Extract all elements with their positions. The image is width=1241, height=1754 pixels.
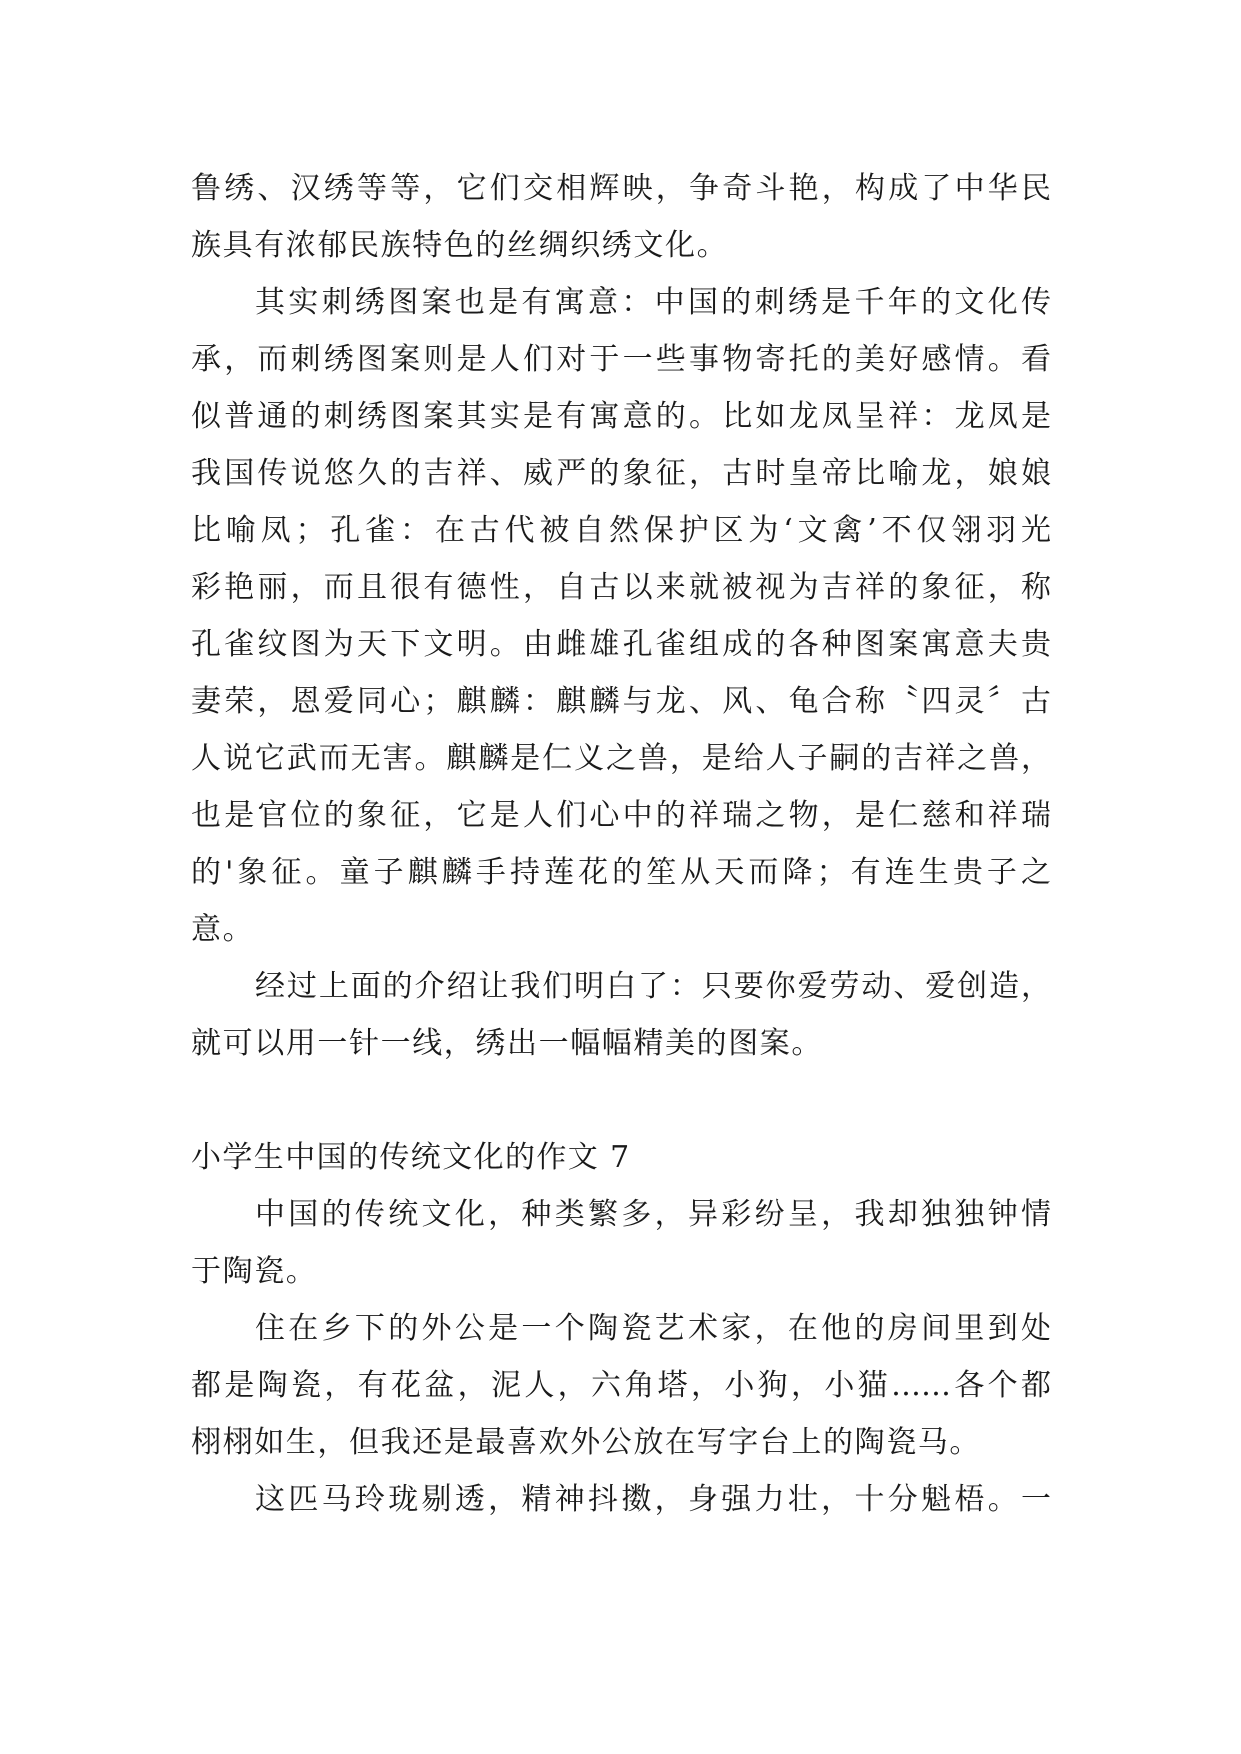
paragraph: [191, 1471, 1051, 1528]
paragraph: [191, 1186, 1051, 1300]
paragraph: [191, 160, 1051, 274]
text-line: 也是官位的象征，它是人们心中的祥瑞之物，是仁慈和祥瑞: [191, 798, 1051, 833]
paragraph: [191, 1300, 1051, 1471]
text-line: 于陶瓷。: [191, 1254, 318, 1289]
text-line: 人说它武而无害。麒麟是仁义之兽，是给人子嗣的吉祥之兽，: [191, 741, 1051, 776]
text-line: 比喻凤；孔雀：在古代被自然保护区为‘文禽’不仅翎羽光: [191, 513, 1051, 548]
text-line: 妻荣，恩爱同心；麒麟：麒麟与龙、风、龟合称〝四灵〞古: [191, 684, 1051, 719]
text-line: 其实刺绣图案也是有寓意：中国的刺绣是千年的文化传: [255, 285, 1051, 320]
text-line: 栩栩如生，但我还是最喜欢外公放在写字台上的陶瓷马。: [191, 1425, 981, 1460]
text-line: 经过上面的介绍让我们明白了：只要你爱劳动、爱创造，: [255, 969, 1051, 1004]
text-line: 鲁绣、汉绣等等，它们交相辉映，争奇斗艳，构成了中华民: [191, 171, 1051, 206]
paragraph: [191, 274, 1051, 958]
text-line: 住在乡下的外公是一个陶瓷艺术家，在他的房间里到处: [255, 1311, 1051, 1346]
paragraph: [191, 958, 1051, 1072]
text-line: 意。: [191, 912, 255, 947]
text-line: 这匹马玲珑剔透，精神抖擞，身强力壮，十分魁梧。一: [255, 1482, 1051, 1517]
text-line: 孔雀纹图为天下文明。由雌雄孔雀组成的各种图案寓意夫贵: [191, 627, 1051, 662]
text-line: 我国传说悠久的吉祥、威严的象征，古时皇帝比喻龙，娘娘: [191, 456, 1051, 491]
text-line: 就可以用一针一线，绣出一幅幅精美的图案。: [191, 1026, 823, 1061]
text-line: 中国的传统文化，种类繁多，异彩纷呈，我却独独钟情: [255, 1197, 1051, 1232]
text-line: 族具有浓郁民族特色的丝绸织绣文化。: [191, 228, 729, 263]
text-line: 似普通的刺绣图案其实是有寓意的。比如龙凤呈祥：龙凤是: [191, 399, 1051, 434]
text-line: 的'象征。童子麒麟手持莲花的笙从天而降；有连生贵子之: [191, 855, 1051, 890]
blank-line: [191, 1072, 1051, 1129]
text-line: 承，而刺绣图案则是人们对于一些事物寄托的美好感情。看: [191, 342, 1051, 377]
document-body: [191, 160, 1051, 1528]
text-line: 彩艳丽，而且很有德性，自古以来就被视为吉祥的象征，称: [191, 570, 1051, 605]
section-heading: 小学生中国的传统文化的作文 7: [191, 1140, 631, 1175]
text-line: 都是陶瓷，有花盆，泥人，六角塔，小狗，小猫……各个都: [191, 1368, 1051, 1403]
